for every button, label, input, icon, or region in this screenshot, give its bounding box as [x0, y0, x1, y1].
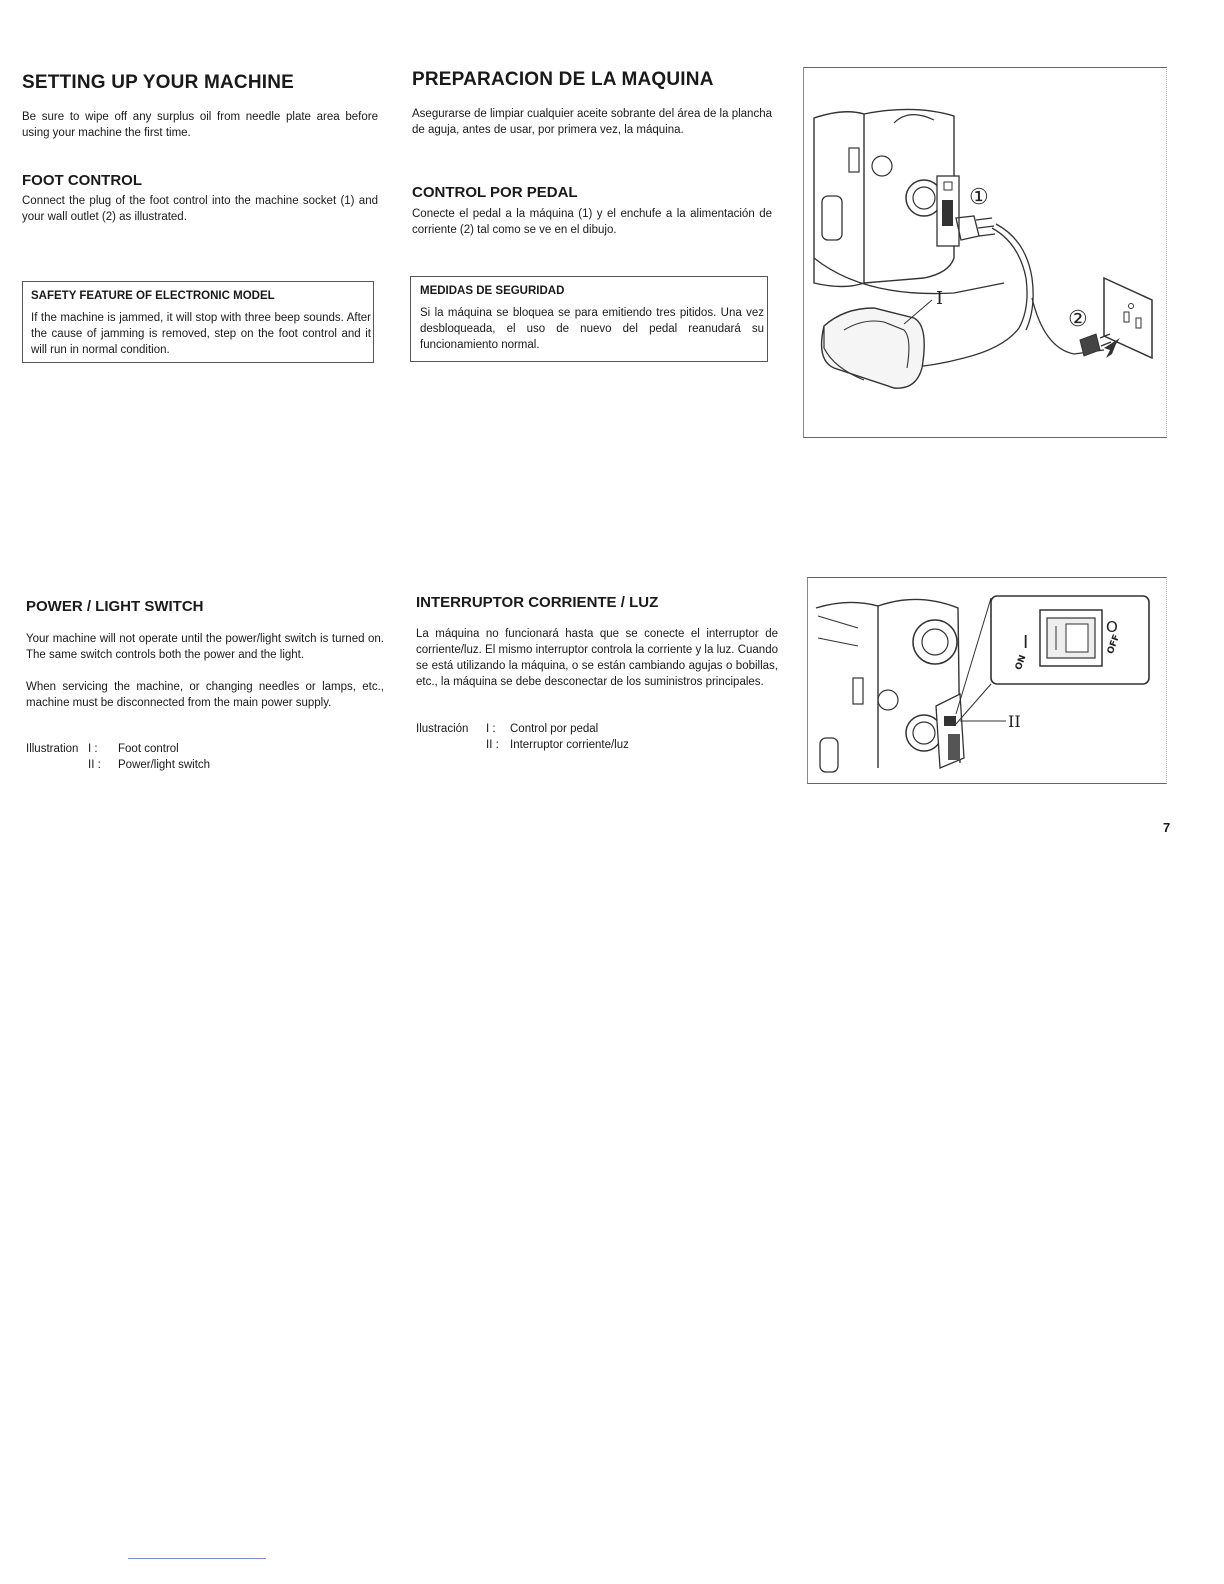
power-switch-heading-es: INTERRUPTOR CORRIENTE / LUZ: [416, 594, 659, 611]
callout-II-label: II: [1008, 712, 1021, 731]
callout-1-label: ①: [969, 185, 989, 210]
intro-text-en: Be sure to wipe off any surplus oil from needle plate area before using your machine the first time.: [22, 111, 378, 139]
legend-1-text-es: Control por pedal: [510, 723, 599, 735]
power-switch-figure: [807, 577, 1167, 784]
safety-heading-en: SAFETY FEATURE OF ELECTRONIC MODEL: [31, 290, 275, 302]
safety-text-es: Si la máquina se bloquea se para emitiendo tres pitidos. Una vez desbloqueada, el uso de nuevo del pedal reanudará su funcionamiento normal.: [420, 307, 764, 351]
power-switch-illustration: [808, 578, 1166, 783]
power-switch-text-es: La máquina no funcionará hasta que se conecte el interruptor de corriente/luz. El mismo interruptor controla la corriente y la luz. Cuando se está utilizando la máquina, o se están cambiando agujas o bobillas, etc., la máquina se debe desconectar de los suministros principales.: [416, 628, 778, 688]
foot-control-heading-en: FOOT CONTROL: [22, 172, 142, 189]
power-switch-text1-en: Your machine will not operate until the power/light switch is turned on. The same switch controls both the power and the light.: [26, 633, 384, 661]
safety-box-es: [410, 276, 768, 362]
legend-1-num-en: I :: [88, 743, 98, 755]
illustration-label-es: Ilustración: [416, 723, 469, 735]
legend-2-text-es: Interruptor corriente/luz: [510, 739, 629, 751]
foot-control-figure: [803, 67, 1167, 438]
foot-control-text-en: Connect the plug of the foot control into the machine socket (1) and your wall outlet (2) as illustrated.: [22, 195, 378, 223]
safety-text-en: If the machine is jammed, it will stop with three beep sounds. After the cause of jamming is removed, step on the foot control and it will run in normal condition.: [31, 312, 371, 356]
callout-I-label: I: [936, 288, 944, 309]
foot-control-heading-es: CONTROL POR PEDAL: [412, 184, 578, 201]
legend-1-text-en: Foot control: [118, 743, 179, 755]
legend-2-text-en: Power/light switch: [118, 759, 211, 771]
power-switch-heading-en: POWER / LIGHT SWITCH: [26, 598, 204, 615]
intro-text-es: Asegurarse de limpiar cualquier aceite sobrante del área de la plancha de aguja, antes de usar, por primera vez, la máquina.: [412, 108, 772, 136]
legend-1-num-es: I :: [486, 723, 496, 735]
switch-on-label: ON: [1013, 653, 1029, 672]
switch-off-label: OFF: [1105, 633, 1123, 656]
illustration-legend-es: [416, 721, 629, 753]
safety-box-en: [22, 281, 374, 363]
power-switch-text2-en: When servicing the machine, or changing needles or lamps, etc., machine must be disconnected from the main power supply.: [26, 681, 384, 709]
switch-on-symbol: I: [1023, 632, 1029, 653]
page-title-en: SETTING UP YOUR MACHINE: [22, 72, 295, 93]
illustration-legend-en: [26, 741, 210, 773]
page-title-es: PREPARACION DE LA MAQUINA: [412, 69, 714, 90]
callout-2-label: ②: [1068, 307, 1088, 332]
foot-control-illustration: [804, 68, 1166, 437]
safety-heading-es: MEDIDAS DE SEGURIDAD: [420, 285, 565, 297]
illustration-label-en: Illustration: [26, 743, 79, 755]
switch-off-symbol: O: [1106, 618, 1118, 636]
legend-2-num-en: II :: [88, 759, 101, 771]
legend-2-num-es: II :: [486, 739, 499, 751]
foot-control-text-es: Conecte el pedal a la máquina (1) y el enchufe a la alimentación de corriente (2) tal como se ve en el dibujo.: [412, 208, 772, 236]
page-number: 7: [1163, 820, 1171, 835]
footer-rule: [128, 1558, 266, 1559]
